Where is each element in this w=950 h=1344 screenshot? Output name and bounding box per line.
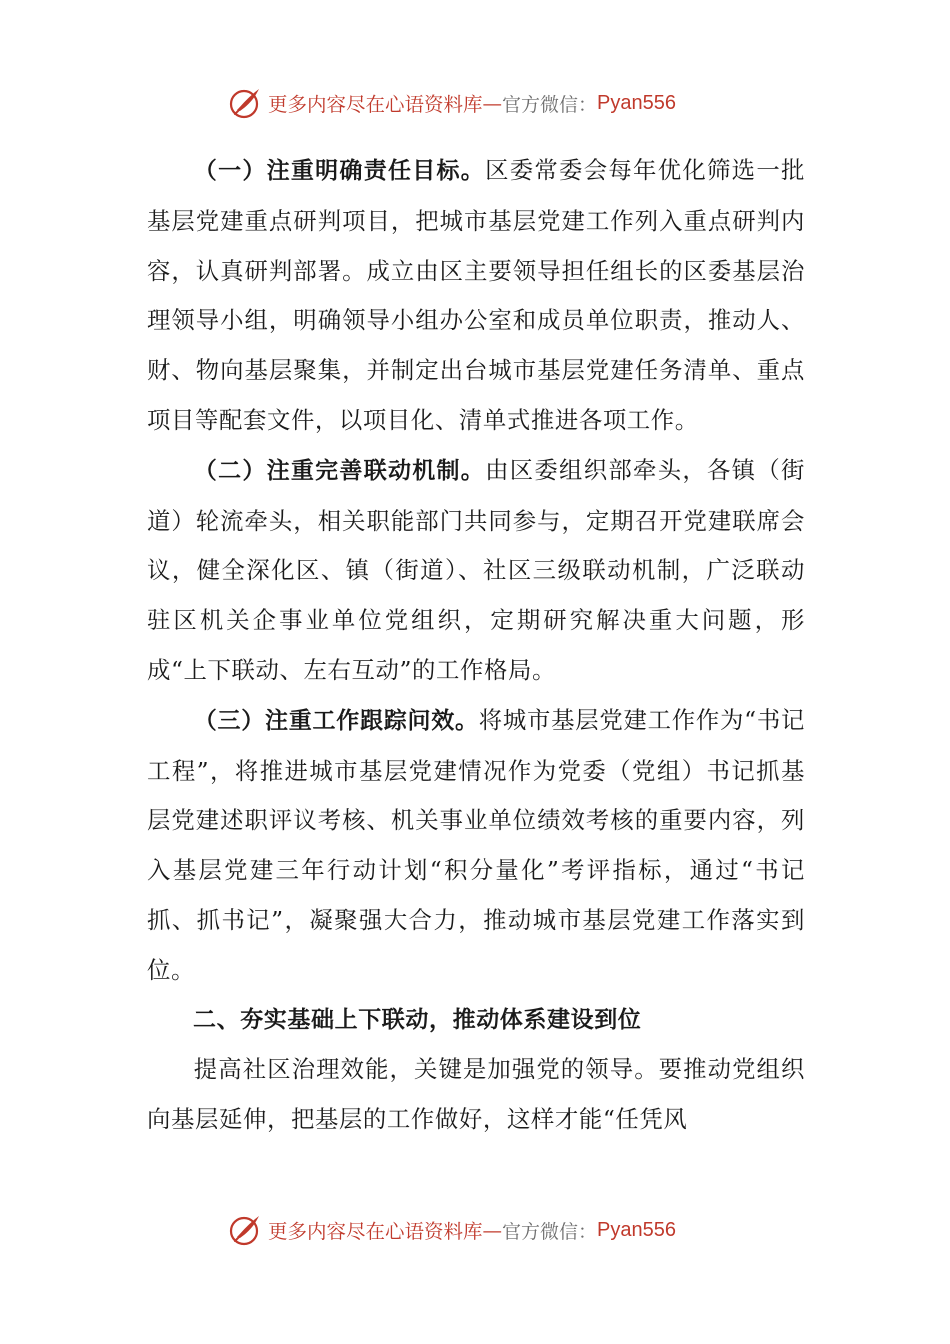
watermark-banner-bottom (228, 1208, 748, 1252)
quill-pen-logo-icon (228, 85, 264, 121)
paragraph-3-body: 将城市基层党建工作作为“书记工程”，将推进城市基层党建情况作为党委（党组）书记抓基层党建述职评议考核、机关事业单位绩效考核的重要内容，列入基层党建三年行动计划“积分量化”考评指标，通过“书记抓、抓书记”，凝聚强大合力，推动城市基层党建工作落实到位。 (147, 705, 806, 984)
paragraph-3-lead: （三）注重工作跟踪问效。 (193, 707, 479, 734)
document-body (147, 146, 805, 1145)
closing-paragraph: 提高社区治理效能，关键是加强党的领导。要推动党组织向基层延伸，把基层的工作做好，这样才能“任凭风 (147, 1055, 805, 1134)
paragraph-3 (147, 696, 805, 996)
quill-pen-logo-icon (228, 1212, 264, 1248)
watermark-site-text: 更多内容尽在心语资料库 (268, 93, 483, 116)
watermark-wechat-id: Pyan556 (597, 1218, 676, 1241)
paragraph-2-lead: （二）注重完善联动机制。 (193, 457, 486, 484)
watermark-wechat-label: 官方微信： (502, 1220, 598, 1243)
paragraph-1-body: 区委常委会每年优化筛选一批基层党建重点研判项目，把城市基层党建工作列入重点研判内容，认真研判部署。成立由区主要领导担任组长的区委基层治理领导小组，明确领导小组办公室和成员单位职责，推动人、财、物向基层聚集，并制定出台城市基层党建任务清单、重点项目等配套文件，以项目化、清单式推进各项工作。 (147, 156, 805, 434)
watermark-site-text: 更多内容尽在心语资料库 (268, 1220, 483, 1243)
section-heading: 二、夯实基础上下联动，推动体系建设到位 (193, 1006, 642, 1033)
watermark-banner-top (228, 81, 748, 125)
paragraph-2-body: 由区委组织部牵头，各镇（街道）轮流牵头，相关职能部门共同参与，定期召开党建联席会议，健全深化区、镇（街道）、社区三级联动机制，广泛联动驻区机关企事业单位党组织，定期研究解决重大问题，形成“上下联动、左右互动”的工作格局。 (147, 455, 805, 684)
paragraph-2 (147, 446, 805, 696)
watermark-wechat-id: Pyan556 (597, 91, 676, 114)
paragraph-1 (147, 146, 805, 446)
watermark-dash: — (482, 1218, 503, 1242)
watermark-wechat-label: 官方微信： (502, 93, 598, 116)
paragraph-1-lead: （一）注重明确责任目标。 (193, 158, 486, 184)
watermark-dash: — (482, 91, 503, 115)
